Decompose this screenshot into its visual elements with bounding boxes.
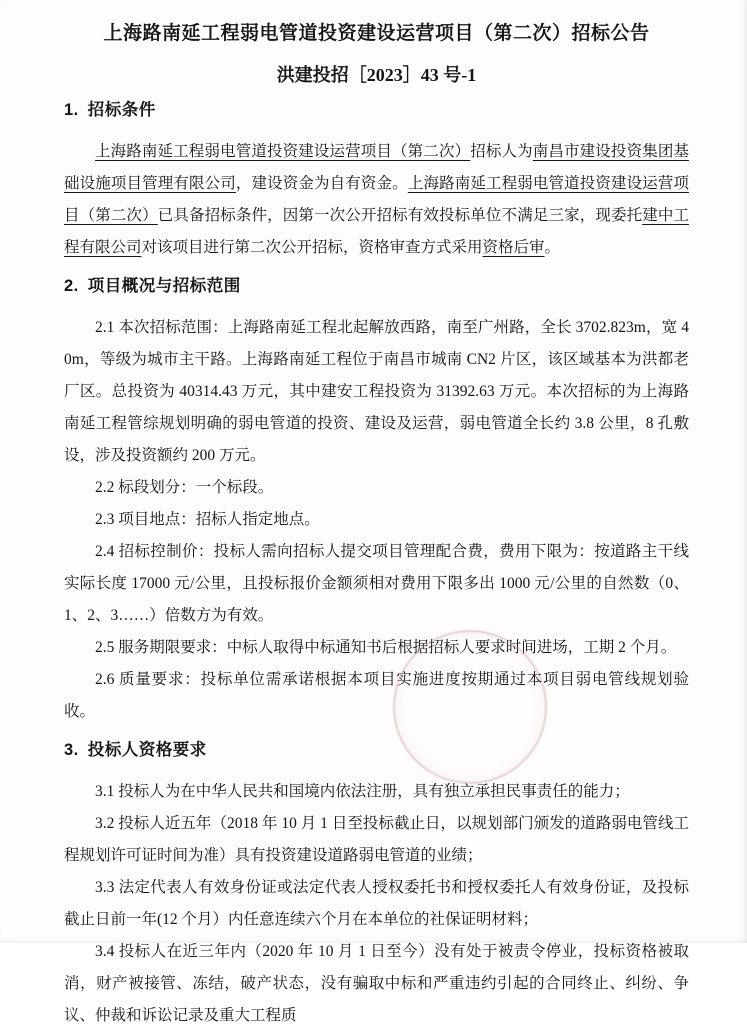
clause-3-3: 3.3 法定代表人有效身份证或法定代表人授权委托书和授权委托人有效身份证，及投标截止日前一年(12 个月）内任意连续六个月在本单位的社保证明材料； [64,879,689,928]
clause-3-1: 3.1 投标人为在中华人民共和国境内依法注册，具有独立承担民事责任的能力； [95,783,630,800]
clause-2-4: 2.4 招标控制价：投标人需向招标人提交项目管理配合费，费用下限为：按道路主干线实际长度 17000 元/公里，且投标报价金额须相对费用下限多出 1000 元/公里的自然数（0、1、2、3……）倍数方为有效。 [64,543,689,624]
text-segment: 招标人为 [470,143,533,160]
section-3-heading [64,738,689,762]
clause-3-2: 3.2 投标人近五年（2018 年 10 月 1 日至投标截止日，以规划部门颁发的道路弱电管线工程规划许可证时间为准）具有投资建设道路弱电管道的业绩； [64,815,689,864]
section-3-number: 3. [64,741,79,759]
document-title: 上海路南延工程弱电管道投资建设运营项目（第二次）招标公告 [103,23,650,44]
section-2-title: 项目概况与招标范围 [87,277,241,295]
section-1-title: 招标条件 [87,101,156,119]
project-name-underlined: 上海路南延工程弱电管道投资建设运营项目（第二次） [64,175,689,224]
project-name-underlined: 上海路南延工程弱电管道投资建设运营项目（第二次） [95,143,471,160]
document-number: 洪建投招［2023］43 号-1 [276,65,477,85]
agency-name-underlined: 建中工程有限公司 [64,207,689,256]
text-segment: 已具备招标条件，因第一次公开招标有效投标单位不满足三家，现委托 [157,207,643,224]
section-2-number: 2. [64,277,79,295]
qualification-method-underlined: 资格后审 [482,239,545,256]
section-3-title: 投标人资格要求 [87,741,207,759]
clause-2-1: 2.1 本次招标范围：上海路南延工程北起解放西路，南至广州路，全长 3702.823m，宽 40m，等级为城市主干路。上海路南延工程位于南昌市城南 CN2 片区，该区域基本为洪都老厂区。总投资为 40314.43 万元，其中建安工程投资为 31392.63 万元。本次招标的为上海路南延工程管综规划明确的弱电管道的投资、建设及运营，弱电管道全长约 3.8 公里，8 孔敷设，涉及投资额约 200 万元。 [64,319,689,464]
text-segment: 。 [544,239,561,256]
clause-2-5: 2.5 服务期限要求：中标人取得中标通知书后根据招标人要求时间进场，工期 2 个月。 [95,639,677,656]
clause-3-4: 3.4 投标人在近三年内（2020 年 10 月 1 日至今）没有处于被责令停业，投标资格被取消，财产被接管、冻结，破产状态，没有骗取中标和严重违约引起的合同终止、纠纷、争议、仲裁和诉讼记录及重大工程质 [64,943,689,1024]
clause-2-6: 2.6 质量要求：投标单位需承诺根据本项目实施进度按期通过本项目弱电管线规划验收。 [64,671,689,720]
clause-2-2: 2.2 标段划分：一个标段。 [95,479,274,496]
clause-2-3: 2.3 项目地点：招标人指定地点。 [95,511,320,528]
text-segment: ，建设资金为自有资金。 [235,175,408,192]
text-segment: 对该项目进行第二次公开招标，资格审查方式采用 [141,239,483,256]
tenderee-name-underlined: 南昌市建设投资集团基础设施项目管理有限公司 [64,143,689,192]
section-1-paragraph [64,136,689,264]
section-1-number: 1. [64,101,79,119]
section-2-heading [64,274,689,298]
section-1-heading [64,98,689,122]
